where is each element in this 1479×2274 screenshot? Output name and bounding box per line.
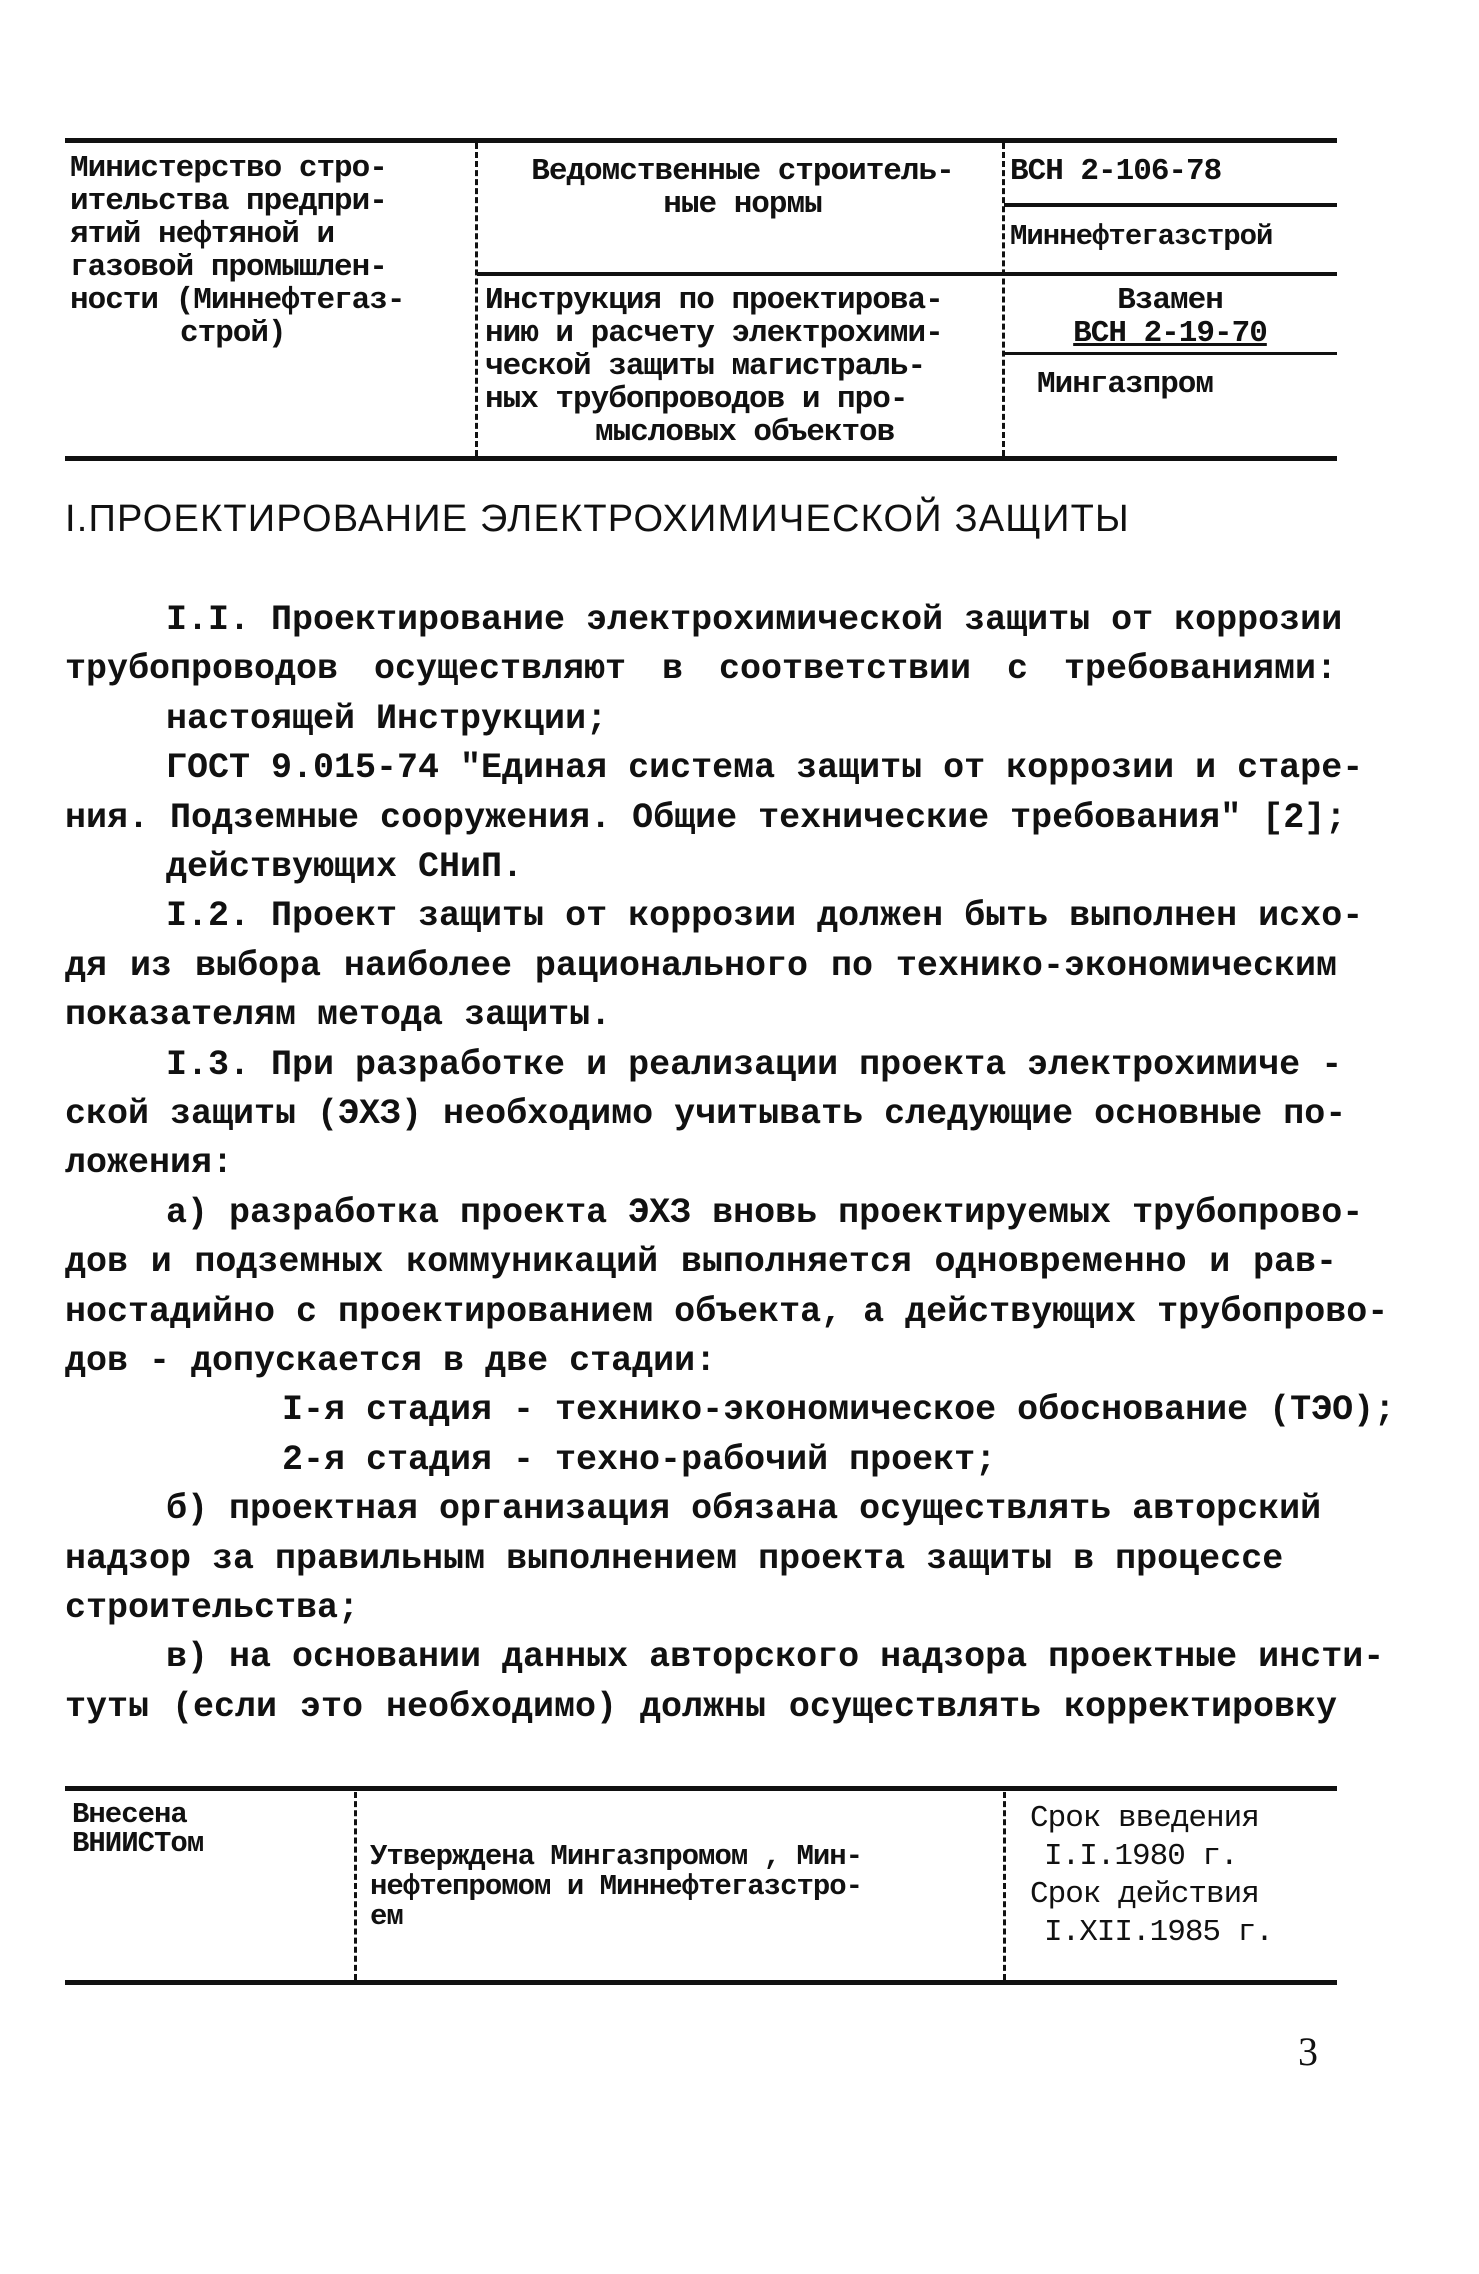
header-right-rule-2 [1004,352,1337,355]
header-mid-rule [477,272,1337,276]
header-issuer: Миннефтегазстрой [1010,220,1273,253]
text-line: строительства; [65,1588,360,1628]
text-line: показателям метода защиты. [65,995,612,1036]
text-line: I.2. Проект защиты от коррозии должен быть выполнен исхо- [166,896,1364,937]
text-line: б) проектная организация обязана осуществлять авторский [166,1489,1322,1530]
footer-top-rule [65,1786,1337,1791]
text-line: дов - допускается в две стадии: [65,1341,717,1381]
footer-col-divider-2 [1003,1792,1006,1980]
text-line: ской защиты (ЭХЗ) необходимо учитывать следующие основные по- [65,1094,1347,1134]
text-line: в) на основании данных авторского надзора проектные инсти- [166,1637,1385,1678]
header-col-divider-1 [475,143,478,456]
text-line: 2-я стадия - техно-рабочий проект; [282,1439,997,1480]
header-top-rule [65,138,1337,143]
page-number: 3 [1298,2029,1318,2074]
footer-bottom-rule [65,1980,1337,1985]
header-col-divider-2 [1002,143,1005,456]
header-doc-type: Ведомственные строитель- ные нормы [531,154,954,222]
text-line: ностадийно с проектированием объекта, а действующих трубопрово- [65,1291,1389,1332]
text-line: I.I. Проектирование электрохимической защиты от коррозии [166,600,1343,640]
header-replaces: Взамен ВСН 2-19-70 [1073,283,1267,351]
text-line: а) разработка проекта ЭХЗ вновь проектируемых трубопрово- [166,1192,1364,1233]
text-line: ния. Подземные сооружения. Общие технические требования" [2]; [65,797,1347,838]
text-line: туты (если это необходимо) должны осуществлять корректировку [65,1686,1337,1727]
text-line: действующих СНиП. [166,847,524,887]
header-replaces-org: Мингазпром [1036,367,1214,402]
text-line: ложения: [65,1143,234,1184]
footer-dates: Срок введения I.I.1980 г. Срок действия I.XII.1985 г. [1030,1801,1273,1950]
text-line: настоящей Инструкции; [166,698,608,739]
header-bottom-rule [65,456,1337,461]
footer-submitted: Внесена ВНИИСТом [72,1798,204,1860]
header-code: ВСН 2-106-78 [1010,154,1222,189]
text-line: дов и подземных коммуникаций выполняется одновременно и рав- [65,1242,1337,1283]
footer-col-divider-1 [354,1792,357,1980]
text-line: трубопроводов осуществляют в соответствии с требованиями: [65,649,1337,690]
text-line: I-я стадия - технико-экономическое обоснование (ТЭО); [282,1390,1396,1431]
header-title: Инструкция по проектирова- нию и расчету электрохими- ческой защиты магистраль- ных трубопроводов и про- мысловых объектов [485,283,943,450]
header-org: Министерство стро- ительства предпри- ятий нефтяной и газовой промышлен- ности (Миннефтегаз- строй) [70,151,405,351]
text-line: надзор за правильным выполнением проекта защиты в процессе [65,1538,1284,1579]
text-line: I.3. При разработке и реализации проекта электрохимиче - [166,1044,1343,1085]
text-line: ГОСТ 9.015-74 "Единая система защиты от коррозии и старе- [166,748,1364,789]
footer-approved: Утверждена Мингазпромом , Мин- нефтепромом и Миннефтегазстро- ем [370,1840,863,1933]
header-right-rule-1 [1004,203,1337,207]
text-line: дя из выбора наиболее рационального по технико-экономическим [65,945,1337,986]
section-heading: I.ПРОЕКТИРОВАНИЕ ЭЛЕКТРОХИМИЧЕСКОЙ ЗАЩИТЫ [65,498,1130,540]
